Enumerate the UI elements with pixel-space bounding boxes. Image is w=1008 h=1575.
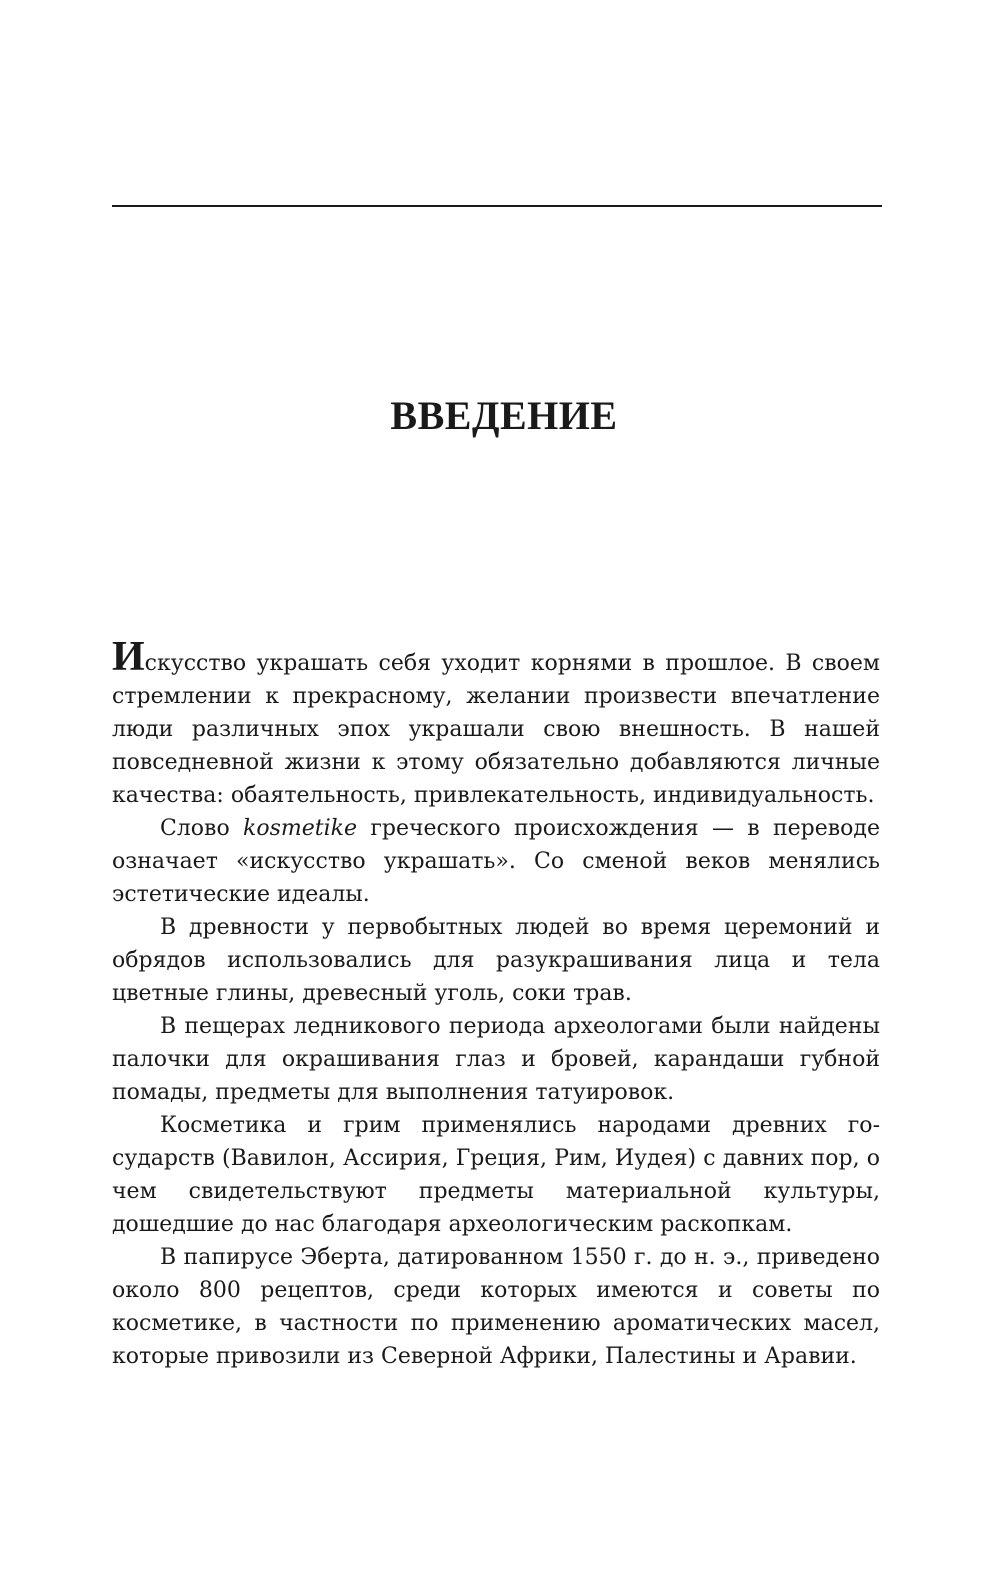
paragraph-1 [112,636,880,812]
body-text [112,636,880,1373]
paragraph-3: В древности у первобытных людей во время церемоний и обрядов использовались для разукрашивания лица и тела цветные глины, древесный уголь, соки трав. [112,915,880,1006]
paragraph-4: В пещерах ледникового периода археологами были найдены палочки для окрашивания глаз и бровей, карандаши губной помады, предметы для выполнения татуировок. [112,1014,880,1105]
paragraph-2-before: Слово [160,816,244,841]
drop-cap-initial: И [112,634,145,680]
paragraph-1-text: скусство украшать себя уходит корнями в прошлое. В своем стремлении к прекрасному, желании произвести впечатление люди различных эпох украшали свою внешность. В нашей повседневной жизни к этому обязательно добавляются личные качества: обаятельность, привлекательность, индивидуальность. [112,651,880,808]
paragraph-2-after: греческого происхождения — в переводе означает «искусство украшать». Со сменой веков менялись эстетические идеалы. [112,816,880,907]
paragraph-2 [112,812,880,911]
chapter-title: ВВЕДЕНИЕ [390,393,618,438]
top-rule [112,205,882,207]
term-kosmetike: kosmetike [243,816,358,841]
paragraph-6: В папирусе Эберта, датированном 1550 г. до н. э., приведено около 800 рецептов, среди которых имеются и советы по косметике, в частности по применению ароматических масел, которые привозили из Северной Африки, Палестины и Аравии. [112,1245,880,1369]
paragraph-5: Косметика и грим применялись народами древних государств (Вавилон, Ассирия, Греция, Рим, Иудея) с давних пор, о чем свидетельствуют предметы материальной культуры, дошедшие до нас благодаря археологическим раскопкам. [112,1113,880,1237]
